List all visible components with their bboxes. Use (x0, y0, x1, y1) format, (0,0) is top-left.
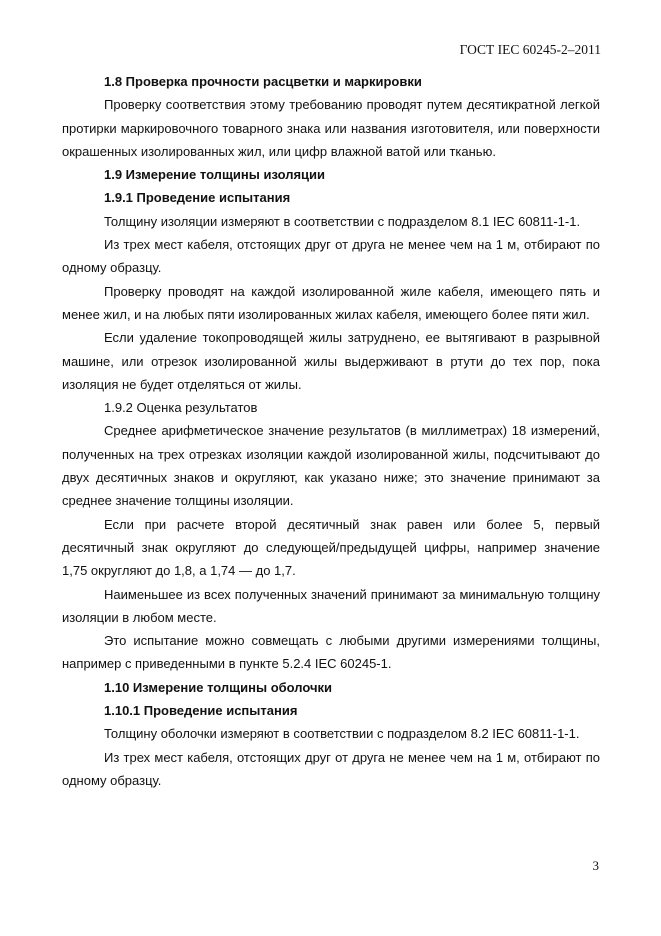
paragraph: Это испытание можно совмещать с любыми другими измерениями толщины, например с приведенными в пункте 5.2.4 IEC 60245-1. (62, 633, 600, 672)
paragraph: Из трех мест кабеля, отстоящих друг от друга не менее чем на 1 м, отбирают по одному образцу. (62, 237, 600, 276)
paragraph: Проверку проводят на каждой изолированной жиле кабеля, имеющего пять и менее жил, и на любых пяти изолированных жилах кабеля, имеющего более пяти жил. (62, 283, 600, 322)
document-header: ГОСТ IEC 60245-2–2011 (459, 42, 601, 57)
subsection-heading: 1.9.2 Оценка результатов (104, 400, 258, 416)
section-heading: 1.9 Измерение толщины изоляции (104, 167, 326, 183)
section-heading: 1.8 Проверка прочности расцветки и маркировки (104, 74, 422, 89)
paragraph: Наименьшее из всех полученных значений принимают за минимальную толщину изоляции в любом месте. (62, 586, 600, 625)
paragraph: Среднее арифметическое значение результатов (в миллиметрах) 18 измерений, полученных на трех отрезках изоляции каждой изолированной жилы, подсчитывают до двух десятичных знаков и округляют, как указано ниже; это значение принимают за среднее значение толщины изоляции. (62, 423, 600, 509)
paragraph: Проверку соответствия этому требованию проводят путем десятикратной легкой протирки маркировочного товарного знака или названия изготовителя, или поверхности окрашенных изолированных жил, или цифр влажной ватой или тканью. (62, 97, 600, 159)
paragraph: Толщину оболочки измеряют в соответствии с подразделом 8.2 IEC 60811-1-1. (104, 726, 580, 742)
page-number: 3 (592, 858, 599, 873)
paragraph: Толщину изоляции измеряют в соответствии с подразделом 8.1 IEC 60811-1-1. (104, 213, 581, 229)
paragraph: Из трех мест кабеля, отстоящих друг от друга не менее чем на 1 м, отбирают по одному образцу. (62, 749, 600, 788)
document-body (62, 70, 600, 792)
subsection-heading: 1.10.1 Проведение испытания (104, 703, 298, 719)
section-heading: 1.10 Измерение толщины оболочки (104, 679, 333, 695)
paragraph: Если при расчете второй десятичный знак равен или более 5, первый десятичный знак округляют до следующей/предыдущей цифры, например значение 1,75 округляют до 1,8, а 1,74 — до 1,7. (62, 516, 600, 579)
subsection-heading: 1.9.1 Проведение испытания (104, 190, 291, 206)
paragraph: Если удаление токопроводящей жилы затруднено, ее вытягивают в разрывной машине, или отрезок изолированной жилы выдерживают в ртути до тех пор, пока изоляция не будет отделяться от жилы. (62, 330, 600, 392)
